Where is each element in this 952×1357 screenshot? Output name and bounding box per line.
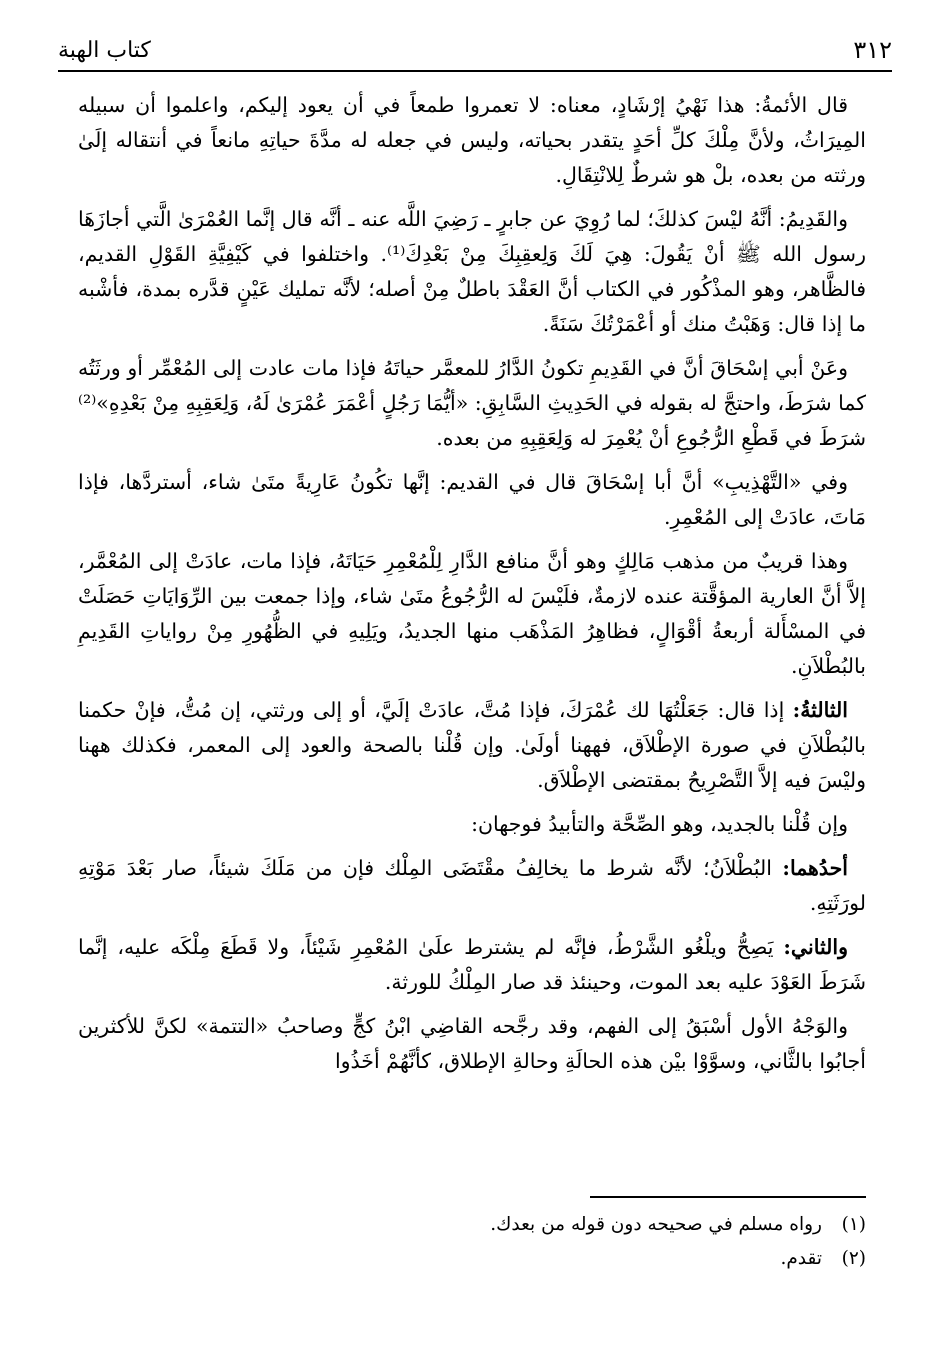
- paragraph-text: وفي «التَّهْذِيبِ» أنَّ أبا إسْحَاقَ قال في القديم: إنَّها تكُونُ عَارِيةً متَىٰ شاء، أستردَّها، فإذا مَاتَ، عادَتْ إلى المُعْمِرِ.: [78, 470, 866, 529]
- page-header: [58, 30, 892, 72]
- page-number: ٣١٢: [853, 36, 892, 64]
- paragraph-lead: الثالثةُ:: [792, 698, 848, 722]
- paragraph: [78, 693, 866, 798]
- footnote-divider: [590, 1196, 866, 1198]
- chapter-title: كتاب الهبة: [58, 37, 151, 63]
- paragraph: [78, 1009, 866, 1079]
- paragraph-text: وعَنْ أبي إسْحَاقَ أنَّ في القَدِيمِ تكونُ الدَّارُ للمعمَّر حياتَهُ فإذا مات عادت إلى المُعْمِّر أو ورثَتُه كما شرَطَ، واحتجَّ له بقوله في الحَدِيثِ السَّابِقِ: «أيُّمَا رَجُلٍ أعْمَرَ عُمْرَىٰ لَهُ، وَلِعَقِبِهِ مِنْ بَعْدِهِ»⁽²⁾ شرَطَ في قَطْعِ الرُّجُوعِ أنْ يُعْمِرَ له وَلِعَقِبِهِ من بعده.: [78, 356, 866, 450]
- paragraph-text: وهذا قريبٌ من مذهب مَالِكٍ وهو أنَّ منافع الدَّارِ لِلْمُعْمِرِ حَيَاتَهُ، فإذا مات، عادَتْ إلى المُعْمَّر، إلاَّ أنَّ العارية المؤقَّتة عنده لازمةٌ، فلَيْسَ له الرُّجُوعُ متَىٰ شاء، وإذا جمعت بين الرِّوَايَاتِ حَصَلَتْ في المسْأَلة أربعةُ أقْوَالٍ، فظاهِرُ المَذْهَب منها الجديدُ، ويَلِيهِ في الظُّهُورِ مِنْ رواياتِ القَدِيمِ بالبُطْلاَنِ.: [78, 549, 866, 678]
- paragraph: [78, 807, 866, 842]
- paragraph: [78, 465, 866, 535]
- paragraph-text: قال الأئمةُ: هذا نَهْيُ إرْشَادٍ، معناه: لا تعمروا طمعاً في أن يعود إليكم، واعلموا أن سبيله المِيرَاثُ، ولأنَّ مِلْكَ كلِّ أحَدٍ يتقدر بحياته، وليس في جعله له مدَّةَ حياتِهِ مانعاً في أنتقاله إلَىٰ ورثته من بعده، بلْ هو شرطٌ لِلانْتِقَالِ.: [78, 93, 866, 187]
- footnotes: [400, 1208, 866, 1276]
- paragraph-lead: أحدُهما:: [782, 856, 848, 880]
- main-text: [78, 88, 866, 1088]
- paragraph: [78, 351, 866, 456]
- paragraph-lead: والثاني:: [783, 935, 848, 959]
- paragraph-text: إذا قال: جَعَلْتُهَا لك عُمْرَكَ، فإذا مُتَّ، عادَتْ إلَيَّ، أو إلى ورثتي، إن مُتُّ، فإنْ حكمنا بالبُطْلاَنِ في صورة الإطْلاَق، فههنا أولَىٰ. وإن قُلْنا بالصحة والعود إلى المعمر، فكذلك ههنا وليْسَ فيه إلاَّ التَّصْرِيحُ بمقتضى الإطْلاَق.: [78, 698, 866, 792]
- paragraph: [78, 851, 866, 921]
- footnote: [400, 1242, 866, 1276]
- footnote-text: تقدم.: [780, 1248, 822, 1269]
- paragraph: [78, 930, 866, 1000]
- paragraph-text: البُطْلاَنُ؛ لأنَّه شرط ما يخالِفُ مقْتَضَى المِلْك فإن من مَلَكَ شيئاً، صار بَعْدَ مَوْتِهِ لورَثَتِهِ.: [78, 856, 866, 915]
- footnote-number: (٢): [841, 1248, 866, 1269]
- footnote: [400, 1208, 866, 1242]
- paragraph-text: يَصِحُّ ويلْغُو الشَّرْطُ، فإنَّه لم يشترط علَىٰ المُعْمِرِ شَيْئاً، ولا قَطَعَ مِلْكَه عليه، إنَّما شَرَطَ العَوْدَ عليه بعد الموت، وحينئذ قد صار المِلْكُ للورثة.: [78, 935, 866, 994]
- paragraph-text: والقَدِيمُ: أنَّهُ ليْسَ كذلكَ؛ لما رُوِيَ عن جابرٍ ـ رَضِيَ اللَّه عنه ـ أنَّه قال إنَّما العُمْرَىٰ الَّتي أجازَهَا رسول الله ﷺ أنْ يَقُولَ: هِيَ لَكَ وَلِعقِبِكَ مِنْ بَعْدِكَ⁽¹⁾. واختلفوا في كَيْفِيَّةِ القَوْلِ القديم، فالظَّاهر، وهو المذْكُور في الكتاب أنَّ العَقْدَ باطلٌ مِنْ أصله؛ لأنَّه تمليك عَيْنٍ قدَّره بمدة، فأشْبه ما إذا قال: وَهَبْتُ منك أو أعْمَرْتُكَ سَنَةً.: [78, 207, 866, 336]
- paragraph: [78, 544, 866, 684]
- footnote-number: (١): [841, 1214, 866, 1235]
- paragraph: [78, 202, 866, 342]
- paragraph-text: وإن قُلْنا بالجديد، وهو الصِّحَّة والتأبيدُ فوجهان:: [471, 812, 848, 836]
- footnote-text: رواه مسلم في صحيحه دون قوله من بعدك.: [490, 1214, 822, 1235]
- paragraph-text: والوَجْهُ الأول أسْبَقُ إلى الفهم، وقد رجَّحه القاضِي ابْنُ كجٍّ وصاحبُ «التتمة» لكنَّ للأكثرين أجابُوا بالثَّاني، وسوَّوْا بيْن هذه الحالَةِ وحالةِ الإطلاق، كأنَّهُمْ أخَذُوا: [78, 1014, 866, 1073]
- paragraph: [78, 88, 866, 193]
